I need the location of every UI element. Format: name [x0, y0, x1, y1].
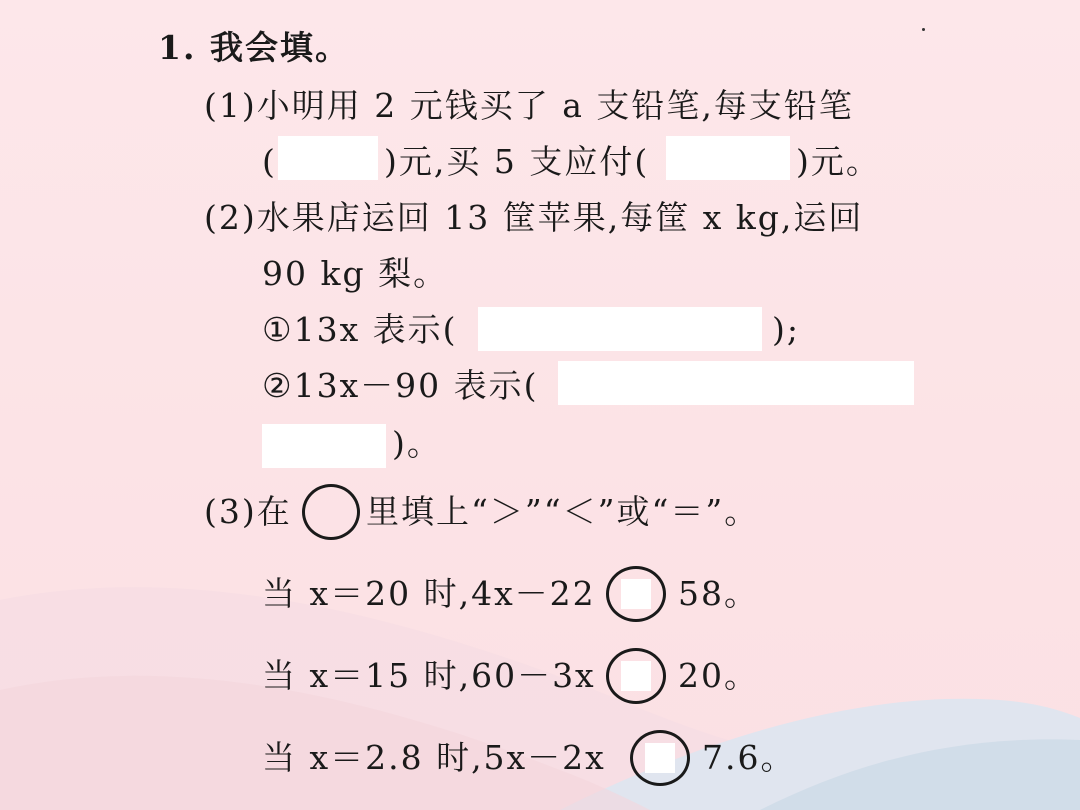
q2-sub2-end: )。: [392, 424, 442, 463]
compare-row-3-right: 7.6。: [702, 738, 796, 777]
answer-blank-13x-meaning[interactable]: [478, 307, 762, 351]
answer-blank-price-each[interactable]: [278, 136, 378, 180]
q1-line2-mid: )元,买 5 支应付(: [384, 142, 650, 181]
compare-circle-3[interactable]: [630, 730, 690, 786]
corner-dot: [922, 28, 925, 31]
question-title: 1. 我会填。: [158, 28, 350, 67]
q1-line1: (1)小明用 2 元钱买了 a 支铅笔,每支铅笔: [204, 86, 854, 125]
compare-circle-2-blank: [621, 661, 651, 691]
q2-line2: 90 kg 梨。: [262, 254, 449, 293]
compare-circle-2[interactable]: [606, 648, 666, 704]
answer-blank-total-5[interactable]: [666, 136, 790, 180]
q3-suffix: 里填上“＞”“＜”或“＝”。: [366, 492, 760, 531]
compare-circle-3-blank: [645, 743, 675, 773]
compare-circle-1[interactable]: [606, 566, 666, 622]
compare-row-3-left: 当 x＝2.8 时,5x－2x: [262, 738, 606, 777]
q2-sub1-label: ①13x 表示(: [262, 310, 458, 349]
answer-blank-13x-minus-90-cont[interactable]: [262, 424, 386, 468]
compare-row-1-left: 当 x＝20 时,4x－22: [262, 574, 596, 613]
compare-row-2-left: 当 x＝15 时,60－3x: [262, 656, 596, 695]
q3-prefix: (3)在: [204, 492, 292, 531]
q2-sub2-label: ②13x－90 表示(: [262, 366, 539, 405]
example-circle-icon: [302, 484, 360, 540]
compare-row-2-right: 20。: [678, 656, 759, 695]
q2-sub1-end: );: [772, 310, 800, 349]
q2-line1: (2)水果店运回 13 筐苹果,每筐 x kg,运回: [204, 198, 864, 237]
answer-blank-13x-minus-90-meaning[interactable]: [558, 361, 914, 405]
compare-circle-1-blank: [621, 579, 651, 609]
compare-row-1-right: 58。: [678, 574, 759, 613]
q1-open-paren: (: [262, 142, 277, 181]
q1-line2-end: )元。: [796, 142, 881, 181]
